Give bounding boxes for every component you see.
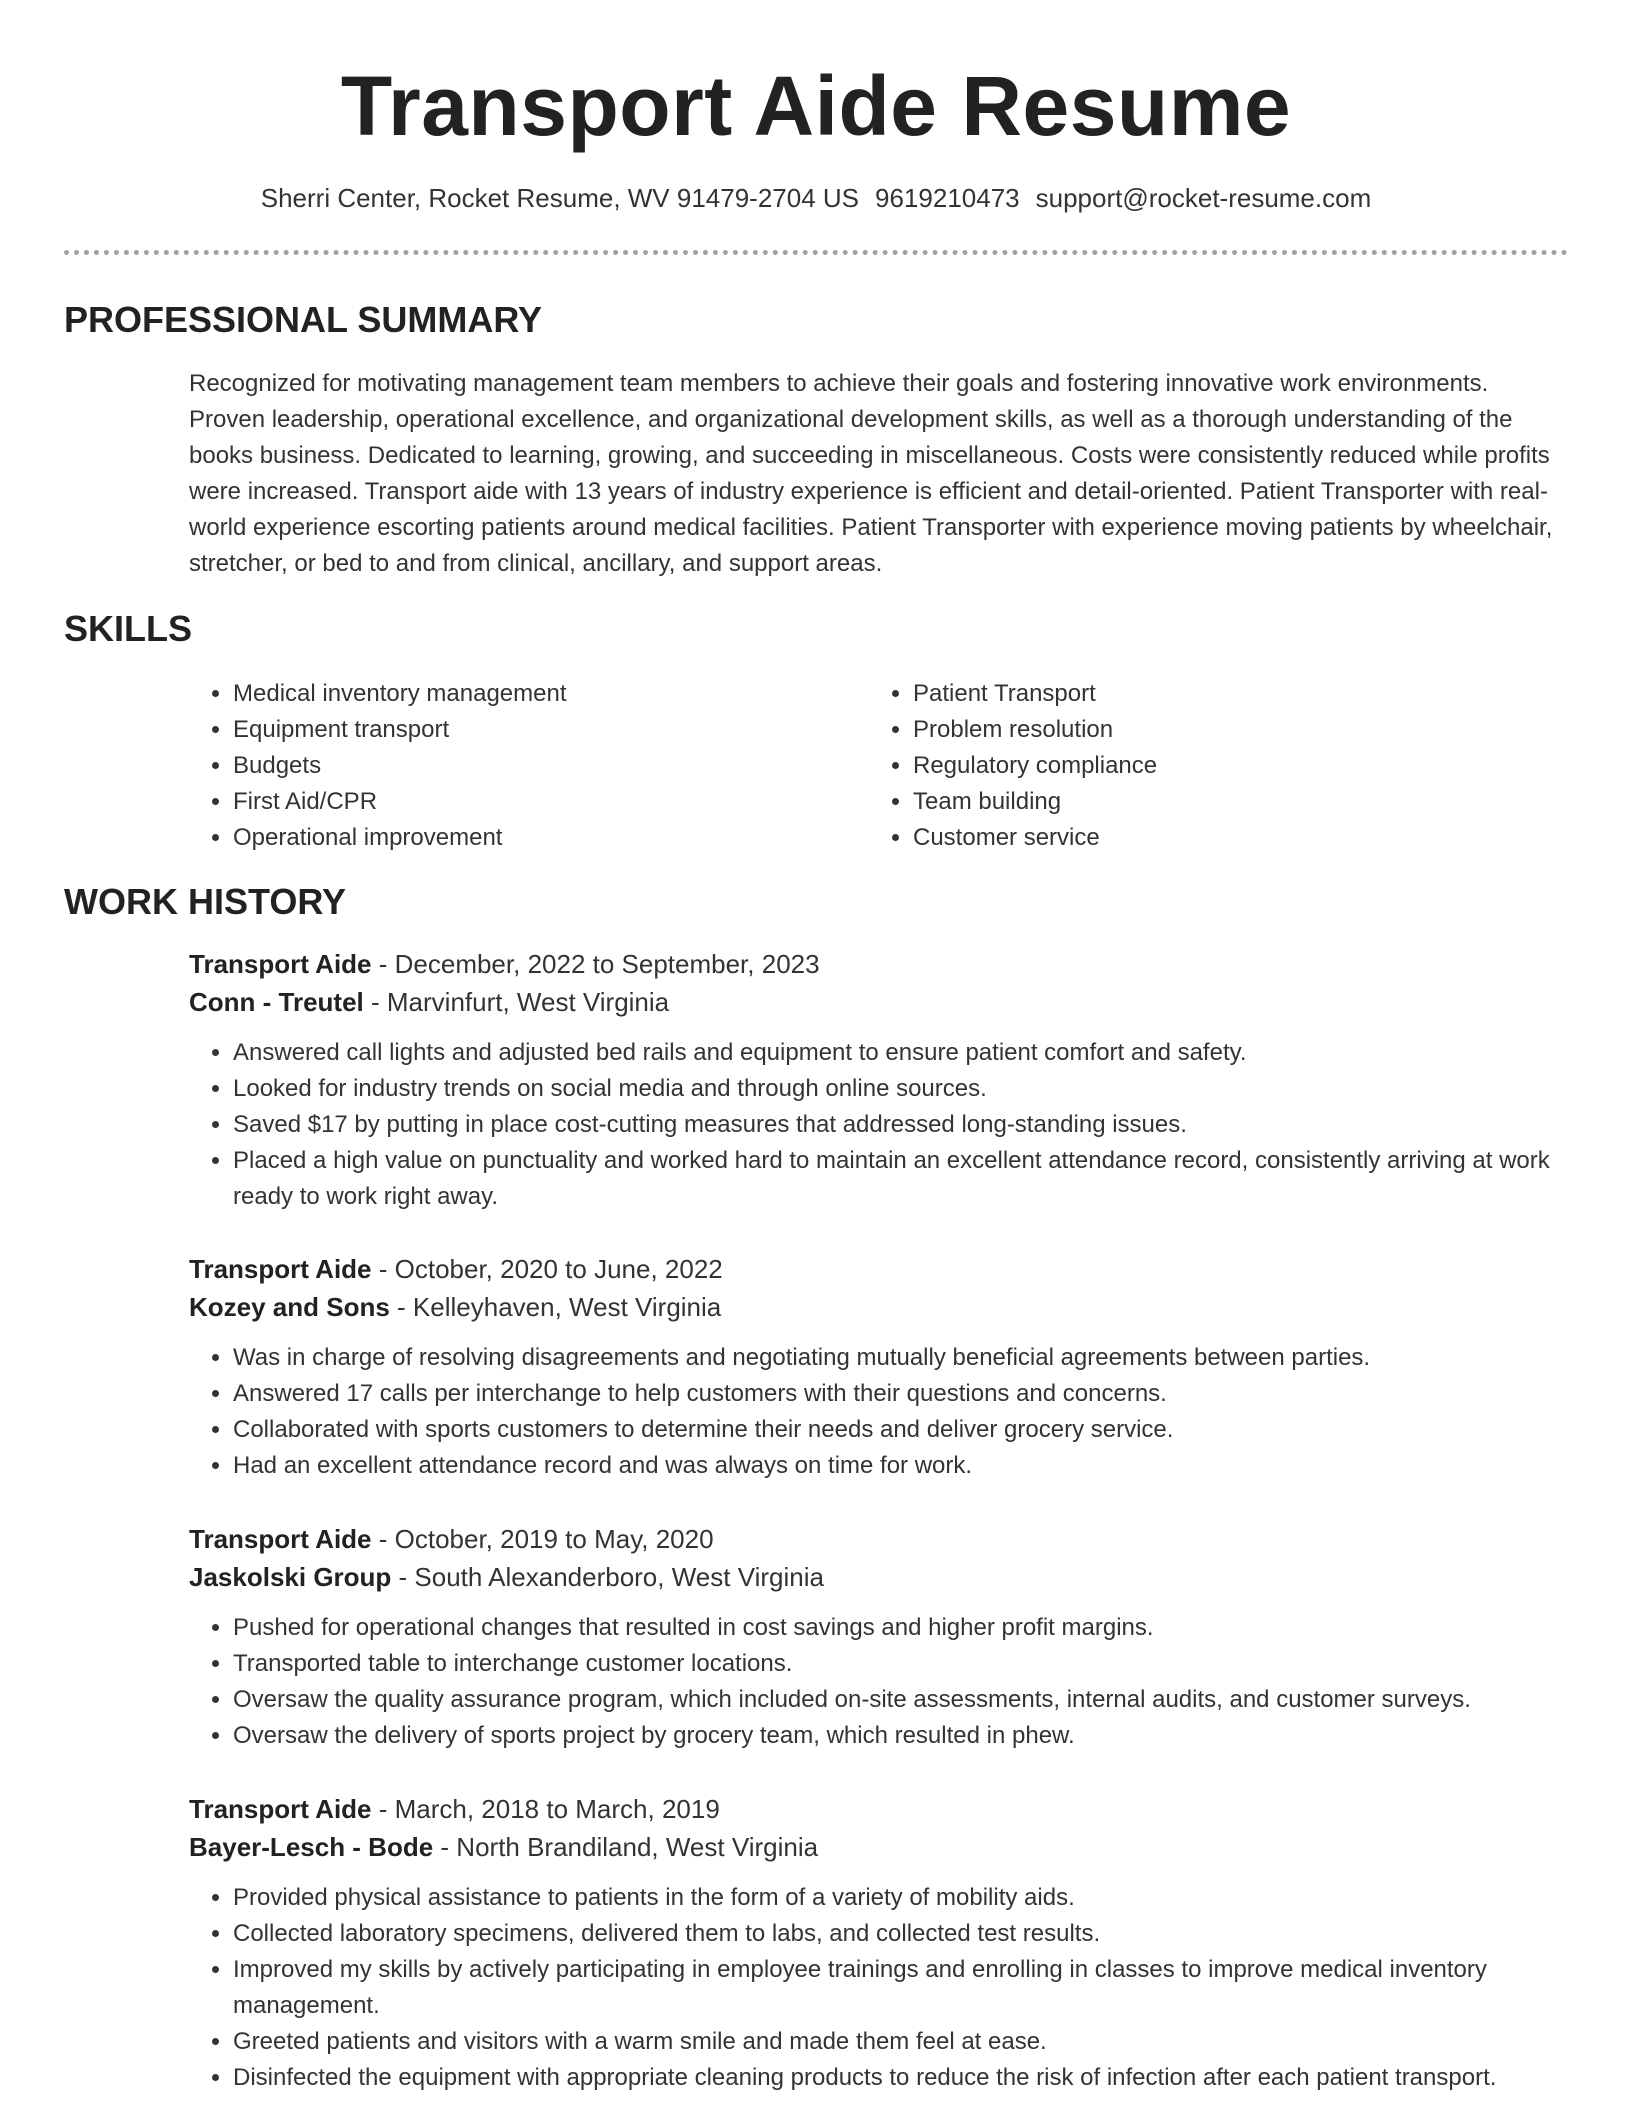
skill-item: • Budgets	[233, 748, 853, 784]
contact-email: support@rocket-resume.com	[1035, 183, 1372, 213]
job-duty: • Placed a high value on punctuality and worked hard to maintain an excellent attendance record, consistently arriving at work ready to work right away.	[233, 1143, 1569, 1215]
job-company: Conn - Treutel	[189, 987, 364, 1017]
job-duty: • Looked for industry trends on social media and through online sources.	[233, 1071, 1569, 1107]
skill-item: • Regulatory compliance	[913, 748, 1533, 784]
job-title: Transport Aide	[189, 1524, 372, 1554]
skills-column-right	[869, 676, 1533, 856]
job-duty: • Oversaw the delivery of sports project by grocery team, which resulted in phew.	[233, 1718, 1569, 1754]
resume-title: Transport Aide Resume	[340, 59, 1292, 153]
job-entry	[189, 1250, 1569, 1484]
skill-item: • Operational improvement	[233, 820, 853, 856]
job-company-line	[189, 1828, 1569, 1866]
skills-list	[189, 676, 1569, 858]
job-duty: • Oversaw the quality assurance program, which included on-site assessments, internal audits, and customer surveys.	[233, 1682, 1569, 1718]
job-company: Kozey and Sons	[189, 1292, 390, 1322]
summary-heading: PROFESSIONAL SUMMARY	[64, 299, 543, 340]
job-duties	[189, 1340, 1569, 1484]
skills-heading: SKILLS	[64, 608, 193, 649]
job-location: - Marvinfurt, West Virginia	[363, 987, 670, 1017]
job-duties	[189, 1035, 1569, 1215]
job-duty: • Pushed for operational changes that resulted in cost savings and higher profit margins.	[233, 1610, 1569, 1646]
skill-item: • Customer service	[913, 820, 1533, 856]
work-history-heading: WORK HISTORY	[64, 881, 347, 922]
job-duty: • Saved $17 by putting in place cost-cutting measures that addressed long-standing issues.	[233, 1107, 1569, 1143]
job-duty: • Improved my skills by actively participating in employee trainings and enrolling in classes to improve medical inventory management.	[233, 1952, 1569, 2024]
job-company-line	[189, 983, 1569, 1021]
job-duty: • Transported table to interchange customer locations.	[233, 1646, 1569, 1682]
job-title: Transport Aide	[189, 1794, 372, 1824]
skill-item: • Problem resolution	[913, 712, 1533, 748]
job-title-line	[189, 1790, 1569, 1828]
job-duty: • Disinfected the equipment with appropriate cleaning products to reduce the risk of infection after each patient transport.	[233, 2060, 1569, 2096]
job-duty: • Answered call lights and adjusted bed rails and equipment to ensure patient comfort and safety.	[233, 1035, 1569, 1071]
job-duty: • Provided physical assistance to patients in the form of a variety of mobility aids.	[233, 1880, 1569, 1916]
job-title-line	[189, 1520, 1569, 1558]
job-title-line	[189, 945, 1569, 983]
contact-address: Sherri Center, Rocket Resume, WV 91479-2704 US	[260, 183, 860, 213]
job-title-line	[189, 1250, 1569, 1288]
job-entry	[189, 945, 1569, 1215]
job-duty: • Was in charge of resolving disagreements and negotiating mutually beneficial agreements between parties.	[233, 1340, 1569, 1376]
job-company-line	[189, 1558, 1569, 1596]
contact-phone: 9619210473	[875, 183, 1020, 213]
contact-line	[0, 180, 1632, 216]
job-duty: • Answered 17 calls per interchange to help customers with their questions and concerns.	[233, 1376, 1569, 1412]
job-title: Transport Aide	[189, 949, 372, 979]
job-duty: • Greeted patients and visitors with a warm smile and made them feel at ease.	[233, 2024, 1569, 2060]
job-dates: - October, 2020 to June, 2022	[371, 1254, 723, 1284]
job-location: - North Brandiland, West Virginia	[433, 1832, 819, 1862]
skill-item: • Team building	[913, 784, 1533, 820]
skill-item: • Equipment transport	[233, 712, 853, 748]
job-entry	[189, 1520, 1569, 1754]
job-duty: • Collaborated with sports customers to determine their needs and deliver grocery service.	[233, 1412, 1569, 1448]
job-company: Jaskolski Group	[189, 1562, 392, 1592]
job-duty: • Collected laboratory specimens, delivered them to labs, and collected test results.	[233, 1916, 1569, 1952]
job-title: Transport Aide	[189, 1254, 372, 1284]
job-location: - South Alexanderboro, West Virginia	[391, 1562, 824, 1592]
summary-text: Recognized for motivating management team members to achieve their goals and fostering innovative work environments. Proven leadership, operational excellence, and organizational development skills, as well as a thorough understanding of the books business. Dedicated to learning, growing, and succeeding in miscellaneous. Costs were consistently reduced while profits were increased. Transport aide with 13 years of industry experience is efficient and detail-oriented. Patient Transporter with real-world experience escorting patients around medical facilities. Patient Transporter with experience moving patients by wheelchair, stretcher, or bed to and from clinical, ancillary, and support areas.	[189, 370, 1553, 577]
job-entry	[189, 1790, 1569, 2096]
job-duty: • Had an excellent attendance record and was always on time for work.	[233, 1448, 1569, 1484]
job-company-line	[189, 1288, 1569, 1326]
skill-item: • Medical inventory management	[233, 676, 853, 712]
job-dates: - December, 2022 to September, 2023	[371, 949, 820, 979]
job-dates: - March, 2018 to March, 2019	[371, 1794, 720, 1824]
header-divider	[64, 250, 1568, 255]
job-dates: - October, 2019 to May, 2020	[371, 1524, 714, 1554]
job-duties	[189, 1880, 1569, 2096]
job-duties	[189, 1610, 1569, 1754]
skill-item: • Patient Transport	[913, 676, 1533, 712]
skill-item: • First Aid/CPR	[233, 784, 853, 820]
skills-column-left	[189, 676, 853, 856]
job-location: - Kelleyhaven, West Virginia	[389, 1292, 722, 1322]
job-company: Bayer-Lesch - Bode	[189, 1832, 434, 1862]
